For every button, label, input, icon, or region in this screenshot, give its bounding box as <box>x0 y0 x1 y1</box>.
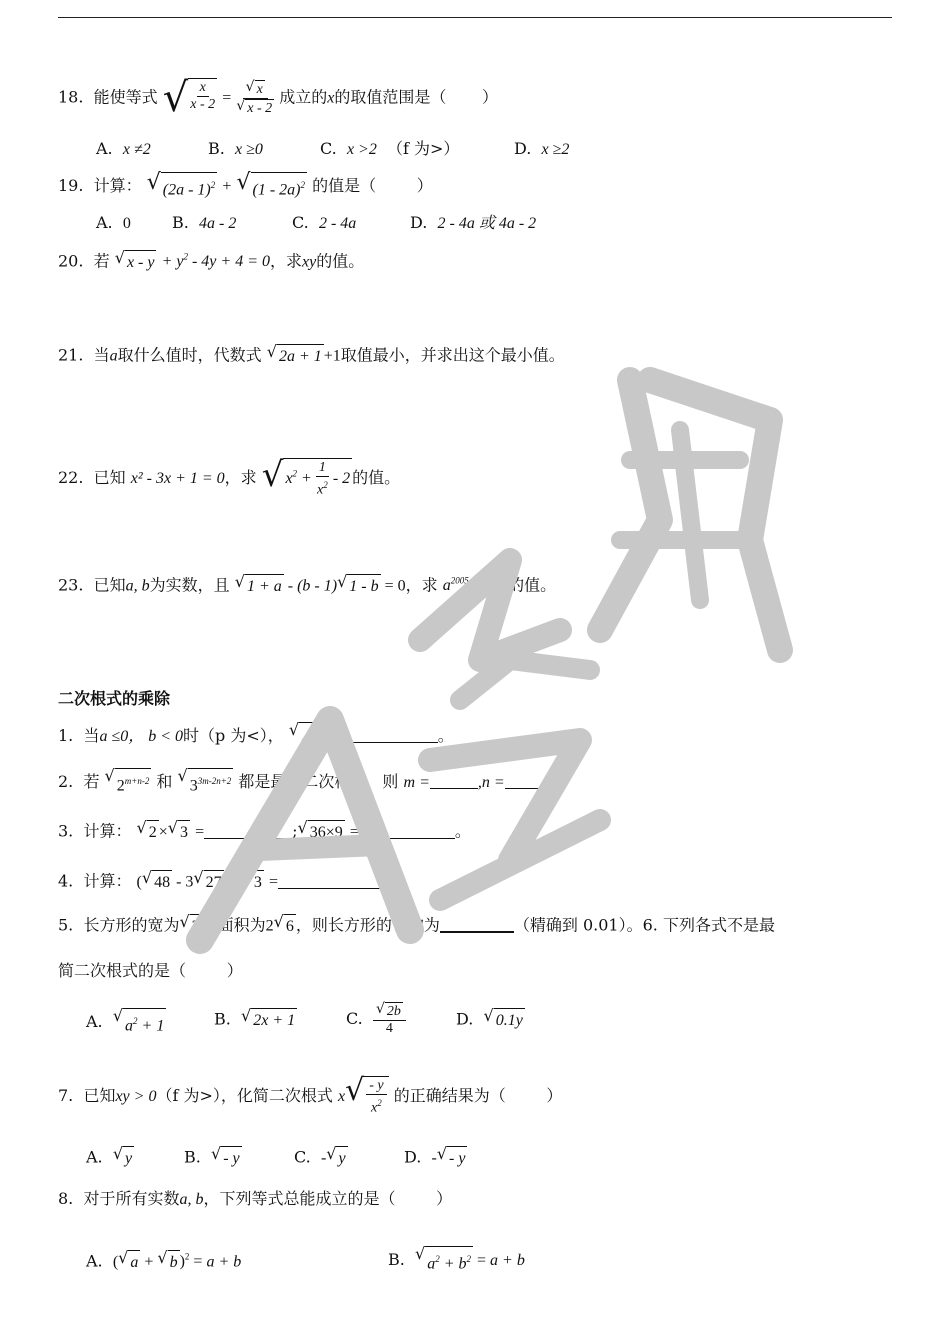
option-d: D. - √ - y <box>404 1146 467 1170</box>
problem-8: 8. 对于所有实数a, b，下列等式总能成立的是（ ） <box>58 1189 453 1208</box>
option-c: C. - √ y <box>294 1146 348 1170</box>
question-number: 23. <box>58 575 84 595</box>
option-c: C. √ 2b 4 <box>346 1002 406 1037</box>
question-number: 8. <box>58 1189 74 1208</box>
header-rule <box>58 17 892 18</box>
question-22: 22. 已知 x² - 3x + 1 = 0，求 √ $x^2$ + $\frac{1}{x^2}$ - 2 的值。 <box>58 455 401 498</box>
problem-6-line: 简二次根式的是（ ） <box>58 961 243 980</box>
option-d: D. √ 0.1y <box>456 1008 525 1032</box>
question-20: 20. 若 √ x - y + $y^2 - 4y + 4 = 0$，求xy的值。 <box>58 246 364 274</box>
question-number: 7. <box>58 1085 74 1105</box>
question-number: 19. <box>58 176 84 196</box>
option-c: C. 2 - 4a <box>292 213 357 232</box>
answer-blank-m[interactable] <box>430 772 478 789</box>
question-number: 21. <box>58 345 84 365</box>
question-number: 22. <box>58 467 84 487</box>
option-a: A. ( √ a + √ b )$^2$ = a + b <box>86 1246 241 1274</box>
option-b: B. √ - y <box>184 1146 242 1170</box>
question-number: 1. <box>58 726 74 746</box>
option-b: B. 4a - 2 <box>172 213 237 232</box>
fraction: √ x √ x - 2 <box>236 78 273 116</box>
problem-3: 3. 计算： √ 2 × √ 3 = ; √ 36×9 = 。 <box>58 820 471 844</box>
option-b: B. √ $a^2 + b^2$ = a + b <box>388 1246 525 1275</box>
option-d: D. 2 - 4a 或 4a - 2 <box>410 213 537 232</box>
answer-blank[interactable] <box>440 915 514 933</box>
section-title: 二次根式的乘除 <box>58 689 171 708</box>
problem-2: 2. 若 √ $2^{m+n-2}$ 和 √ $3^{3m-2n+2}$ 都是最简二次根式，则 m = ,n = 。 <box>58 768 577 797</box>
question-number: 18. <box>58 87 84 107</box>
option-b: B. √ 2x + 1 <box>214 1008 297 1032</box>
answer-blank[interactable] <box>338 726 438 743</box>
problem-4: 4. 计算： ( √ 48 - 3 √ 27 ) ÷ √ 3 = 。 <box>58 870 418 894</box>
question-18: 18. 能使等式 √ $\frac{x}{x - 2}$ = √ x √ x - 2 成立的x的取值范围是（ ） <box>58 75 499 121</box>
question-number: 2. <box>58 772 74 792</box>
option-a: A. √ $a^2 + 1$ <box>86 1008 166 1037</box>
question-number: 5. <box>58 915 74 935</box>
answer-blank[interactable] <box>359 822 455 839</box>
option-a: A. x ≠2 <box>96 139 151 158</box>
problem-5: 5. 长方形的宽为 √ 3 ，面积为2 √ 6 ，则长方形的长约为 （精确到 0.01）。6. 下列各式不是最 <box>58 914 775 938</box>
option-c: C. x >2 （f 为>） <box>320 139 460 158</box>
answer-blank-n[interactable] <box>505 772 561 789</box>
option-a: A. 0 <box>96 213 131 232</box>
question-number: 3. <box>58 821 74 841</box>
question-23: 23. 已知a, b为实数，且 √ 1 + a - (b - 1) √ 1 - b = 0，求 $a^{2005} - b^{2006}$的值。 <box>58 570 556 598</box>
sqrt-expression: √ $\frac{x}{x - 2}$ <box>162 75 216 121</box>
problem-7: 7. 已知xy > 0（f 为>），化简二次根式 x √ $\frac{- y}{x^2}$ 的正确结果为（ ） <box>58 1073 563 1116</box>
question-21: 21. 当a取什么值时，代数式 √ 2a + 1 +1取值最小，并求出这个最小值。 <box>58 344 565 368</box>
question-number: 20. <box>58 251 84 271</box>
answer-blank[interactable] <box>278 872 402 889</box>
answer-blank[interactable] <box>204 822 292 839</box>
question-19: 19. 计算： √ (2a - 1)$^2$ + √ (1 - 2a)$^2$ 的值是（ ） <box>58 172 433 201</box>
question-number: 4. <box>58 871 74 891</box>
option-d: D. x ≥2 <box>514 139 570 158</box>
problem-1: 1. 当a ≤0， b < 0时（p 为<）， √ $ab^3$ = 。 <box>58 722 454 751</box>
option-a: A. √ y <box>86 1146 134 1170</box>
option-b: B. x ≥0 <box>208 139 263 158</box>
